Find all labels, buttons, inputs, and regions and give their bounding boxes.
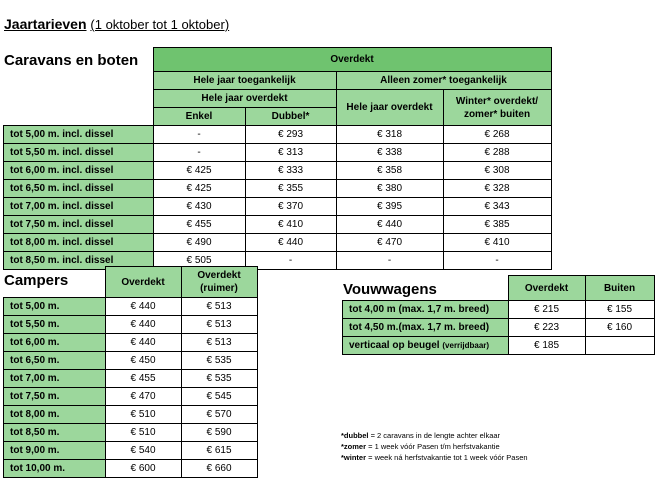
header-winter-outside [443,90,551,126]
cell-covered: € 540 [105,442,181,460]
cell-covered-large: € 535 [181,352,257,370]
row-label: tot 7,00 m. incl. dissel [4,198,154,216]
footnote-term: *dubbel [341,431,369,440]
row-label: tot 7,00 m. [4,370,106,388]
cell-double: € 410 [245,216,336,234]
vertical-note: (verrijdbaar) [442,341,490,350]
cell-single: € 490 [153,234,245,252]
cell-outside [585,337,654,355]
table-row [4,126,552,144]
cell-summer-covered: € 318 [336,126,443,144]
table-row [4,234,552,252]
cell-covered: € 440 [105,316,181,334]
table-row [4,406,258,424]
cell-covered: € 600 [105,460,181,478]
cell-covered-large: € 590 [181,424,257,442]
cell-covered: € 510 [105,406,181,424]
cell-double: - [245,252,336,270]
row-label: tot 5,50 m. [4,316,106,334]
cell-covered: € 185 [508,337,585,355]
cell-double: € 333 [245,162,336,180]
table-row [343,301,655,319]
footnote-term: *winter [341,453,367,462]
header-vouw-covered: Overdekt [508,276,585,301]
cell-covered: € 470 [105,388,181,406]
table-row [4,198,552,216]
cell-single: € 455 [153,216,245,234]
footnote-text: = week ná herfstvakantie tot 1 week vóór Pasen [366,453,528,462]
caravans-table [3,47,552,270]
table-row [4,162,552,180]
cell-covered-large: € 535 [181,370,257,388]
caravans-section-title: Caravans en boten [4,52,139,69]
footnote-text: = 1 week vóór Pasen t/m herfstvakantie [366,442,500,451]
header-overdekt: Overdekt [153,48,551,72]
cell-double: € 313 [245,144,336,162]
cell-covered: € 450 [105,352,181,370]
cell-covered: € 440 [105,334,181,352]
cell-covered: € 440 [105,298,181,316]
row-label: tot 5,00 m. incl. dissel [4,126,154,144]
cell-winter-outside: € 268 [443,126,551,144]
cell-winter-outside: € 288 [443,144,551,162]
header-whole-year: Hele jaar toegankelijk [153,72,336,90]
cell-double: € 355 [245,180,336,198]
table-row [4,352,258,370]
header-whole-year-covered: Hele jaar overdekt [153,90,336,108]
table-row [4,316,258,334]
spacer [4,108,154,126]
cell-summer-covered: - [336,252,443,270]
row-label: tot 8,00 m. [4,406,106,424]
cell-summer-covered: € 358 [336,162,443,180]
cell-covered: € 215 [508,301,585,319]
header-campers-large-line2: (ruimer) [200,283,238,294]
table-row [4,334,258,352]
spacer [4,90,154,108]
cell-covered-large: € 570 [181,406,257,424]
cell-summer-covered: € 470 [336,234,443,252]
footnote-text: = 2 caravans in de lengte achter elkaar [368,431,501,440]
header-campers-covered-large [181,267,257,298]
row-label: tot 4,50 m.(max. 1,7 m. breed) [343,319,509,337]
vouwwagens-table [342,275,655,355]
row-label: tot 6,00 m. incl. dissel [4,162,154,180]
title-main: Jaartarieven [4,16,87,32]
cell-outside: € 160 [585,319,654,337]
cell-single: € 425 [153,162,245,180]
table-row [4,424,258,442]
table-row [4,442,258,460]
cell-winter-outside: € 343 [443,198,551,216]
header-campers-covered: Overdekt [105,267,181,298]
table-row [4,388,258,406]
spacer [4,72,154,90]
cell-winter-outside: € 385 [443,216,551,234]
row-label: tot 9,00 m. [4,442,106,460]
row-label: tot 6,50 m. incl. dissel [4,180,154,198]
cell-covered: € 223 [508,319,585,337]
cell-covered-large: € 660 [181,460,257,478]
table-row [4,180,552,198]
header-campers-large-line1: Overdekt [197,270,241,281]
cell-summer-covered: € 380 [336,180,443,198]
table-row [4,144,552,162]
campers-table [3,266,258,478]
cell-winter-outside: € 410 [443,234,551,252]
cell-double: € 440 [245,234,336,252]
cell-winter-outside: € 328 [443,180,551,198]
footnote-term: *zomer [341,442,367,451]
title-subtitle: (1 oktober tot 1 oktober) [90,17,230,32]
spacer [4,48,154,72]
header-summer-covered: Hele jaar overdekt [336,90,443,126]
cell-single: € 425 [153,180,245,198]
cell-covered: € 455 [105,370,181,388]
row-label: tot 10,00 m. [4,460,106,478]
footnote-double [341,430,528,441]
row-label: tot 8,50 m. incl. dissel [4,252,154,270]
cell-covered-large: € 545 [181,388,257,406]
row-label: tot 6,50 m. [4,352,106,370]
cell-covered-large: € 615 [181,442,257,460]
table-row [4,370,258,388]
row-label: tot 7,50 m. incl. dissel [4,216,154,234]
spacer [4,267,106,298]
cell-summer-covered: € 440 [336,216,443,234]
page-title [4,16,229,32]
table-row [4,216,552,234]
cell-covered-large: € 513 [181,316,257,334]
row-label: tot 5,00 m. [4,298,106,316]
table-row [4,298,258,316]
cell-covered: € 510 [105,424,181,442]
cell-double: € 293 [245,126,336,144]
table-row [343,337,655,355]
vertical-label: verticaal op beugel [349,340,440,351]
row-label [343,337,509,355]
row-label: tot 4,00 m (max. 1,7 m. breed) [343,301,509,319]
cell-single: - [153,126,245,144]
cell-summer-covered: € 395 [336,198,443,216]
spacer [343,276,509,301]
cell-covered-large: € 513 [181,334,257,352]
cell-single: - [153,144,245,162]
cell-winter-outside: € 308 [443,162,551,180]
cell-summer-covered: € 338 [336,144,443,162]
header-double: Dubbel* [245,108,336,126]
cell-outside: € 155 [585,301,654,319]
row-label: tot 6,00 m. [4,334,106,352]
table-row [343,319,655,337]
row-label: tot 7,50 m. [4,388,106,406]
campers-section-title: Campers [4,272,69,289]
row-label: tot 8,50 m. [4,424,106,442]
cell-single: € 430 [153,198,245,216]
header-winter-line2: zomer* buiten [463,108,531,120]
cell-winter-outside: - [443,252,551,270]
header-summer-only: Alleen zomer* toegankelijk [336,72,551,90]
cell-single: € 505 [153,252,245,270]
cell-covered-large: € 513 [181,298,257,316]
vouwwagens-section-title: Vouwwagens [343,281,437,298]
row-label: tot 5,50 m. incl. dissel [4,144,154,162]
cell-double: € 370 [245,198,336,216]
table-row [4,460,258,478]
header-single: Enkel [153,108,245,126]
header-vouw-outside: Buiten [585,276,654,301]
header-winter-line1: Winter* overdekt/ [455,95,539,107]
row-label: tot 8,00 m. incl. dissel [4,234,154,252]
footnote-winter [341,452,528,463]
footnote-summer [341,441,528,452]
footnotes [341,430,528,463]
